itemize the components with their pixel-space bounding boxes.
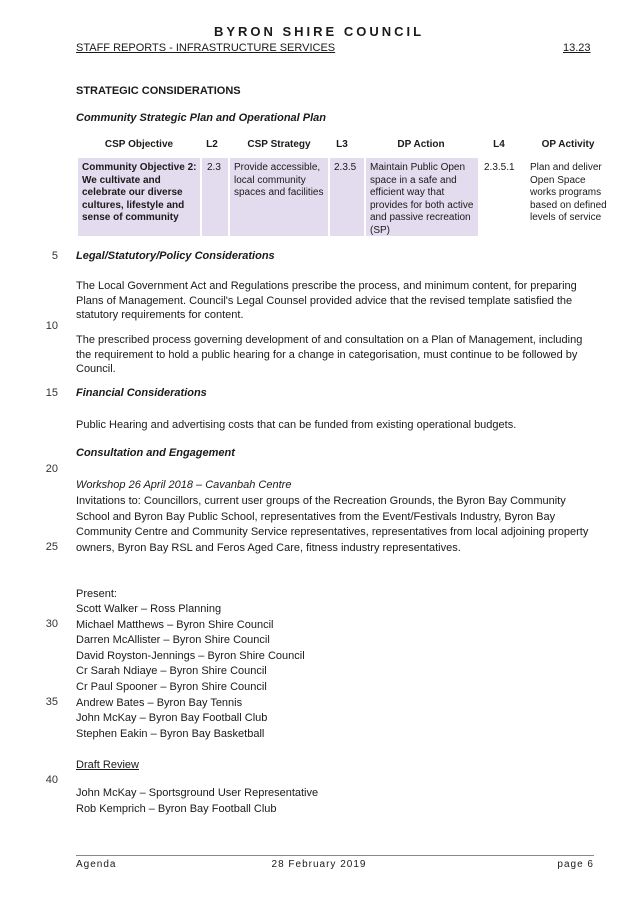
financial-paragraph: Public Hearing and advertising costs that can be funded from existing operational budgets.	[76, 419, 517, 431]
draft-review-label: Draft Review	[76, 759, 139, 771]
table-header: OP Activity	[541, 139, 595, 150]
csp-objective-cell: Community Objective 2: We cultivate and celebrate our diverse cultures, lifestyle and sense of community	[82, 162, 197, 223]
present-label: Present:	[76, 588, 117, 600]
strategic-heading: STRATEGIC CONSIDERATIONS	[76, 85, 241, 97]
line-number: 35	[45, 696, 58, 708]
attendee: David Royston-Jennings – Byron Shire Council	[76, 649, 305, 662]
l3-cell: 2.3.5	[334, 162, 357, 173]
footer-date: 28 February 2019	[271, 859, 367, 870]
attendee: Darren McAllister – Byron Shire Council	[76, 634, 270, 647]
financial-heading: Financial Considerations	[76, 387, 207, 399]
attendee-list	[76, 602, 305, 742]
footer-agenda: Agenda	[76, 859, 117, 870]
section-number: 13.23	[563, 42, 591, 54]
attendee: Cr Paul Spooner – Byron Shire Council	[76, 680, 267, 693]
line-number: 40	[45, 774, 58, 786]
legal-heading: Legal/Statutory/Policy Considerations	[76, 250, 275, 262]
table-header: CSP Strategy	[247, 139, 311, 150]
op-activity-cell: Plan and deliver Open Space works programs based on defined levels of service	[530, 162, 607, 223]
table-header: CSP Objective	[104, 139, 174, 150]
reviewer: Rob Kemprich – Byron Bay Football Club	[76, 802, 277, 815]
csp-strategy-cell: Provide accessible, local community spaces and facilities	[234, 162, 324, 198]
l2-cell: 2.3	[207, 162, 221, 173]
draft-review-list	[76, 786, 318, 817]
reviewer: John McKay – Sportsground User Representative	[76, 787, 319, 799]
table-header: L2	[206, 139, 218, 150]
l4-cell: 2.3.5.1	[484, 162, 515, 173]
attendee: Michael Matthews – Byron Shire Council	[76, 618, 274, 631]
consultation-heading: Consultation and Engagement	[76, 447, 235, 459]
attendee: John McKay – Byron Bay Football Club	[76, 712, 268, 725]
workshop-title: Workshop 26 April 2018 – Cavanbah Centre	[76, 479, 292, 491]
line-number: 10	[45, 320, 58, 332]
attendee: Stephen Eakin – Byron Bay Basketball	[76, 727, 265, 740]
council-title: BYRON SHIRE COUNCIL	[213, 24, 425, 39]
attendee: Scott Walker – Ross Planning	[76, 603, 222, 615]
table-header: L4	[493, 139, 505, 150]
csp-subheading: Community Strategic Plan and Operational Plan	[76, 112, 326, 124]
line-number: 15	[45, 387, 58, 399]
footer-page: page 6	[557, 859, 594, 870]
report-category: STAFF REPORTS - INFRASTRUCTURE SERVICES	[76, 42, 336, 54]
legal-paragraph-2: The prescribed process governing development of and consultation on a Plan of Management, including the requirement to hold a public hearing for a change in categorisation, must continue to be followed by Council.	[76, 334, 583, 375]
line-number: 20	[45, 463, 58, 475]
table-header: L3	[336, 139, 348, 150]
attendee: Andrew Bates – Byron Bay Tennis	[76, 696, 243, 709]
footer-divider	[76, 855, 594, 856]
dp-action-cell: Maintain Public Open space in a safe and efficient way that provides for both active and passive recreation (SP)	[370, 162, 474, 236]
line-number: 30	[45, 618, 58, 630]
table-header: DP Action	[397, 139, 445, 150]
legal-paragraph-1: The Local Government Act and Regulations prescribe the process, and minimum content, for preparing Plans of Management. Council's Legal Counsel provided advice that the revised template satisfied the statutory requirements for content.	[76, 280, 577, 321]
line-number: 25	[45, 541, 58, 553]
line-number: 5	[51, 250, 58, 262]
attendee: Cr Sarah Ndiaye – Byron Shire Council	[76, 665, 267, 678]
invitations-paragraph: Invitations to: Councillors, current user groups of the Recreation Grounds, the Byron Bay Community School and Byron Bay Public School, representatives from the Event/Festivals Industry, Byron Bay Community Centre and Community Service representatives, representatives from local adjoining property owners, Byron Bay RSL and Feros Aged Care, fitness industry representatives.	[76, 495, 589, 554]
